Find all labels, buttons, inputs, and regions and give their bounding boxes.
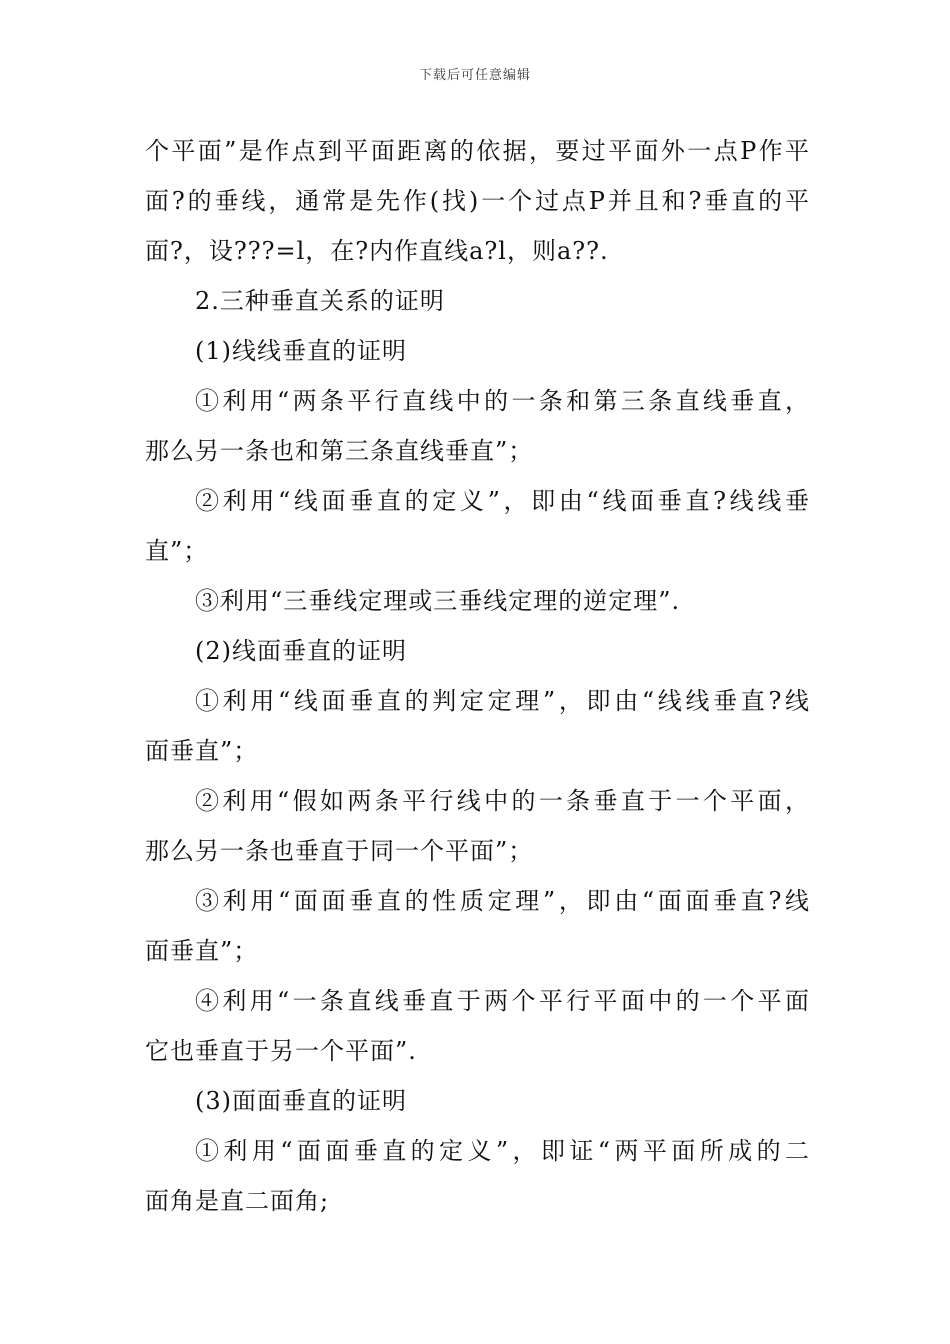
- text-line: 面垂直”；: [145, 937, 259, 965]
- subsection-heading: (1)线线垂直的证明: [195, 337, 407, 365]
- text-line: ③利用“三垂线定理或三垂线定理的逆定理”.: [195, 587, 681, 615]
- subsection-heading: (2)线面垂直的证明: [195, 637, 407, 665]
- text-line: ①利用“线面垂直的判定定理”，即由“线线垂直?线: [195, 687, 810, 715]
- subsection-heading: (3)面面垂直的证明: [195, 1087, 407, 1115]
- text-line: 个平面”是作点到平面距离的依据，要过平面外一点P作平: [145, 137, 810, 165]
- section-heading: 2.三种垂直关系的证明: [195, 287, 445, 315]
- text-line: 直”；: [145, 537, 209, 565]
- document-body: [145, 126, 810, 1226]
- text-line: 面?，设???=l，在?内作直线a?l，则a??.: [145, 237, 609, 265]
- text-line: ①利用“两条平行直线中的一条和第三条直线垂直，: [195, 387, 810, 415]
- text-line: ①利用“面面垂直的定义”，即证“两平面所成的二: [195, 1137, 810, 1165]
- text-line: ②利用“假如两条平行线中的一条垂直于一个平面，: [195, 787, 810, 815]
- text-line: ③利用“面面垂直的性质定理”，即由“面面垂直?线: [195, 887, 810, 915]
- text-line: 那么另一条也和第三条直线垂直”；: [145, 437, 534, 465]
- text-line: ④利用“一条直线垂直于两个平行平面中的一个平面: [195, 987, 810, 1015]
- text-line: 面垂直”；: [145, 737, 259, 765]
- text-line: 那么另一条也垂直于同一个平面”；: [145, 837, 534, 865]
- page-header: 下载后可任意编辑: [418, 68, 531, 83]
- text-line: ②利用“线面垂直的定义”，即由“线面垂直?线线垂: [195, 487, 810, 515]
- text-line: 面?的垂线，通常是先作(找)一个过点P并且和?垂直的平: [145, 187, 810, 215]
- text-line: 它也垂直于另一个平面”.: [145, 1037, 417, 1065]
- text-line: 面角是直二面角;: [145, 1187, 330, 1215]
